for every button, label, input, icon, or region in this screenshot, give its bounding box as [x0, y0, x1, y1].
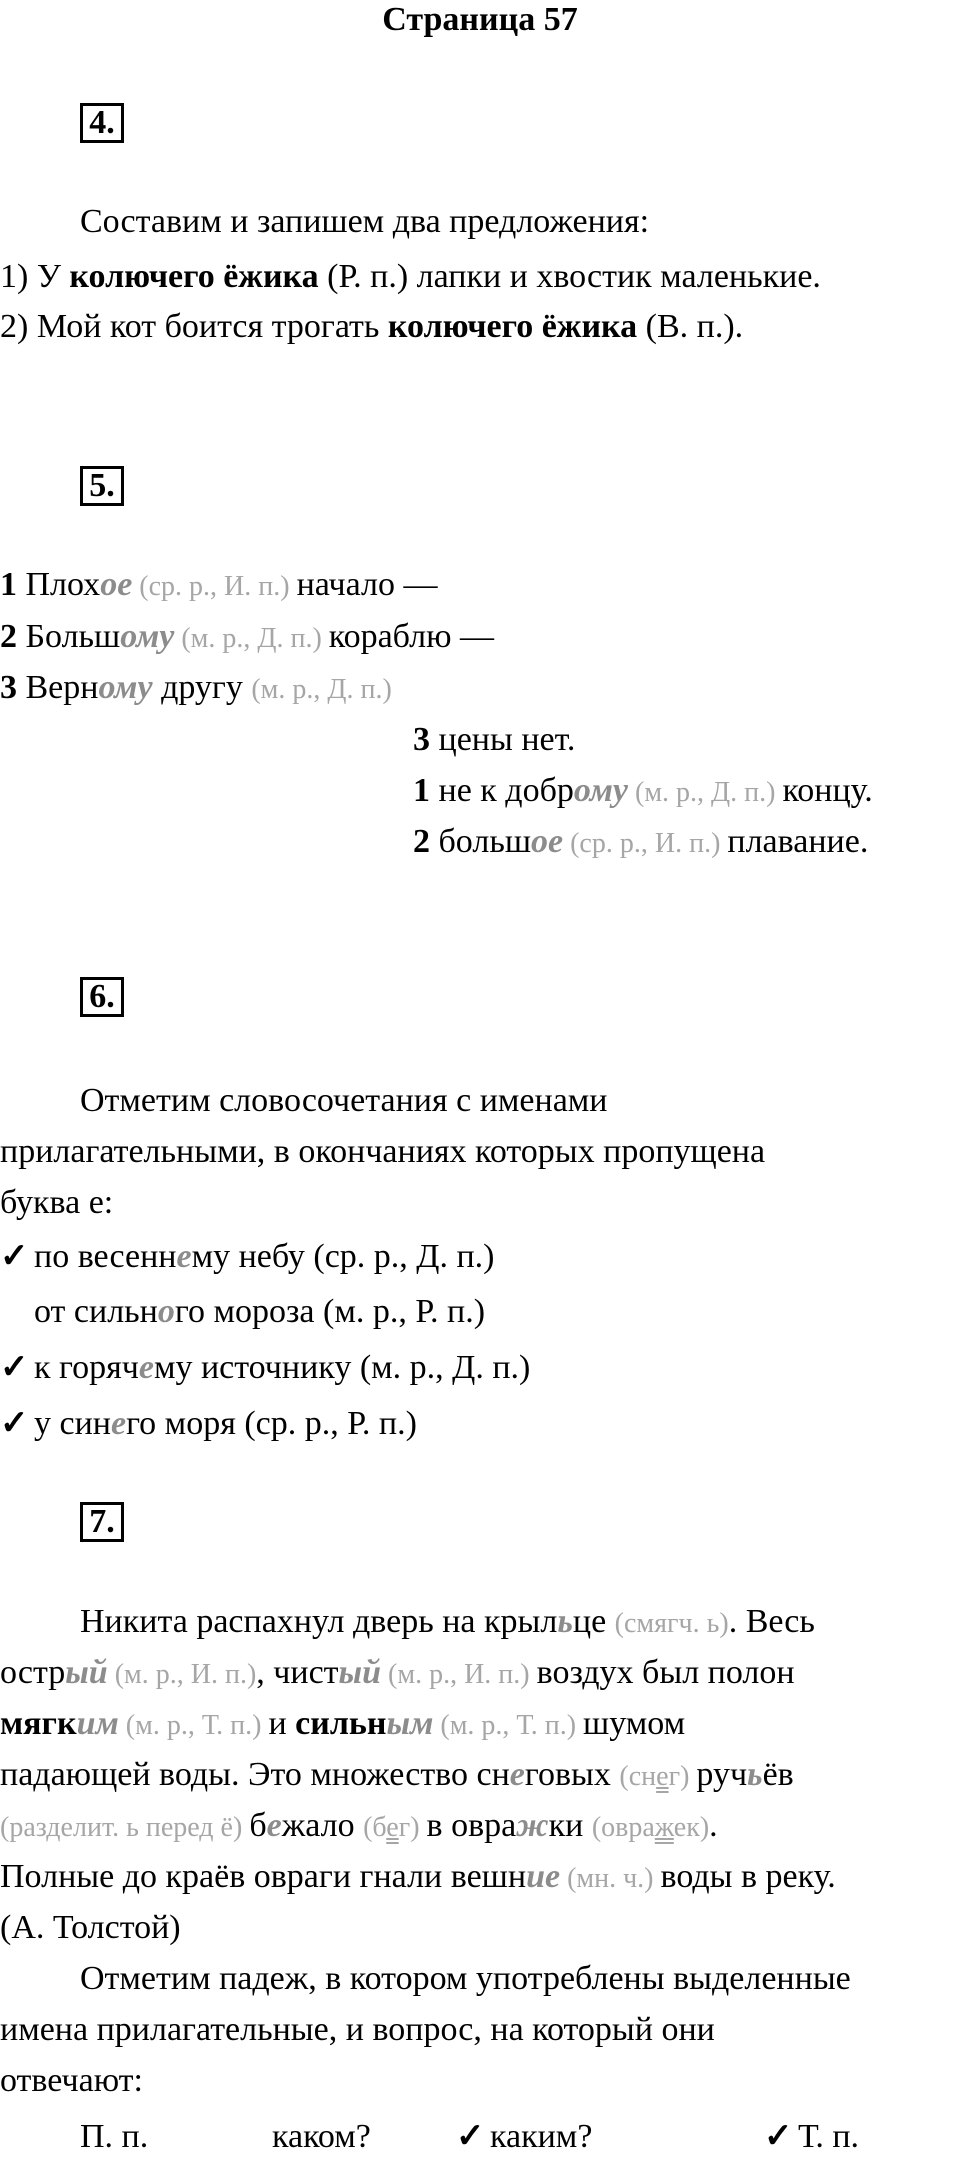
- task5-right-2: 1 не к доброму (м. р., Д. п.) концу.: [413, 772, 873, 809]
- task7-line-4: падающей воды. Это множество снеговых (снег) ручьёв: [0, 1756, 794, 1793]
- task5-right-3: 2 большое (ср. р., И. п.) плавание.: [413, 823, 869, 860]
- task-number-5: 5.: [80, 466, 124, 506]
- task6-intro-3: буква е:: [0, 1184, 114, 1221]
- task7-author: (А. Толстой): [0, 1909, 181, 1946]
- task6-item-1: ✓ по весеннему небу (ср. р., Д. п.): [0, 1238, 495, 1275]
- task5-right-1: 3 цены нет.: [413, 721, 576, 758]
- task6-intro-1: Отметим словосочетания с именами: [80, 1082, 608, 1119]
- page-title: Страница 57: [382, 1, 578, 38]
- task-number-4: 4.: [80, 103, 124, 143]
- task5-left-3: 3 Верному другу (м. р., Д. п.): [0, 669, 392, 706]
- task7-answer-2: каком?: [272, 2118, 371, 2155]
- task5-left-2: 2 Большому (м. р., Д. п.) кораблю —: [0, 618, 494, 655]
- task7-line-3: мягким (м. р., Т. п.) и сильным (м. р., Т. п.) шумом: [0, 1705, 686, 1742]
- task7-question-3: отвечают:: [0, 2062, 143, 2099]
- checkmark-icon: ✓: [0, 1405, 29, 1442]
- checkmark-icon: ✓: [456, 2118, 485, 2155]
- task4-sentence-2: 2) Мой кот боится трогать колючего ёжика (В. п.).: [0, 308, 744, 345]
- task7-question-1: Отметим падеж, в котором употреблены выделенные: [80, 1960, 851, 1997]
- checkmark-icon: ✓: [0, 1349, 29, 1386]
- task6-item-2: от сильного мороза (м. р., Р. п.): [34, 1293, 486, 1330]
- checkmark-icon: ✓: [764, 2118, 793, 2155]
- task6-intro-2: прилагательными, в окончаниях которых пропущена: [0, 1133, 766, 1170]
- task7-answer-1: П. п.: [80, 2118, 149, 2155]
- task5-left-1: 1 Плохое (ср. р., И. п.) начало —: [0, 566, 438, 603]
- checkmark-icon: ✓: [0, 1238, 29, 1275]
- task7-question-2: имена прилагательные, и вопрос, на который они: [0, 2011, 715, 2048]
- task7-line-6: Полные до краёв овраги гнали вешние (мн. ч.) воды в реку.: [0, 1858, 836, 1895]
- task7-answer-3: ✓ каким?: [456, 2118, 593, 2155]
- task-number-7: 7.: [80, 1502, 124, 1542]
- task7-line-5: (разделит. ь перед ё) бежало (бег) в овражки (овражек).: [0, 1807, 718, 1844]
- task6-item-3: ✓ к горячему источнику (м. р., Д. п.): [0, 1349, 531, 1386]
- task7-line-1: Никита распахнул дверь на крыльце (смягч. ь). Весь: [80, 1603, 815, 1640]
- task6-item-4: ✓ у синего моря (ср. р., Р. п.): [0, 1405, 417, 1442]
- task7-line-2: острый (м. р., И. п.), чистый (м. р., И. п.) воздух был полон: [0, 1654, 795, 1691]
- task-number-6: 6.: [80, 977, 124, 1017]
- task7-answer-4: ✓ Т. п.: [764, 2118, 860, 2155]
- task4-intro: Составим и запишем два предложения:: [80, 203, 650, 240]
- task4-sentence-1: 1) У колючего ёжика (Р. п.) лапки и хвостик маленькие.: [0, 258, 821, 295]
